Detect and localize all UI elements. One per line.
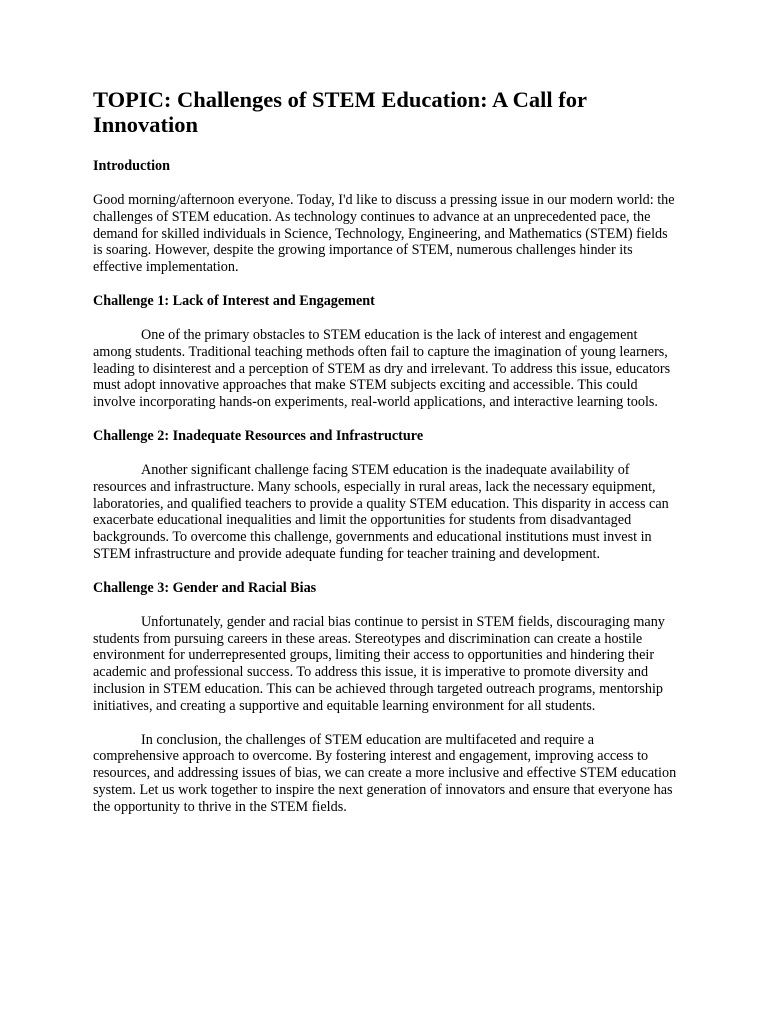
challenge-2-heading: Challenge 2: Inadequate Resources and Infrastructure: [93, 427, 424, 444]
challenge-3-paragraph: Unfortunately, gender and racial bias continue to persist in STEM fields, discouraging many students from pursuing careers in these areas. Stereotypes and discrimination can create a hostile environment for underrepresented groups, limiting their access to opportunities and hindering their academic and professional success. To address this issue, it is imperative to promote diversity and inclusion in STEM education. This can be achieved through targeted outreach programs, mentorship initiatives, and creating a supportive and equitable learning environment for all students.: [93, 613, 665, 714]
challenge-3-heading: Challenge 3: Gender and Racial Bias: [93, 579, 317, 596]
challenge-2-paragraph: Another significant challenge facing STEM education is the inadequate availability of resources and infrastructure. Many schools, especially in rural areas, lack the necessary equipment, laboratories, and qualified teachers to provide a quality STEM education. This disparity in access can exacerbate educational inequalities and limit the opportunities for students from disadvantaged backgrounds. To overcome this challenge, governments and educational institutions must invest in STEM infrastructure and provide adequate funding for teacher training and development.: [93, 461, 669, 562]
challenge-1-heading: Challenge 1: Lack of Interest and Engagement: [93, 292, 375, 309]
document-body: [93, 87, 678, 833]
introduction-paragraph: Good morning/afternoon everyone. Today, I'd like to discuss a pressing issue in our modern world: the challenges of STEM education. As technology continues to advance at an unprecedented pace, the demand for skilled individuals in Science, Technology, Engineering, and Mathematics (STEM) fields is soaring. However, despite the growing importance of STEM, numerous challenges hinder its effective implementation.: [93, 192, 675, 276]
challenge-1-paragraph: One of the primary obstacles to STEM education is the lack of interest and engagement among students. Traditional teaching methods often fail to capture the imagination of young learners, leading to disinterest and a perception of STEM as dry and irrelevant. To address this issue, educators must adopt innovative approaches that make STEM subjects exciting and accessible. This could involve incorporating hands-on experiments, real-world applications, and interactive learning tools.: [93, 326, 671, 411]
conclusion-paragraph: In conclusion, the challenges of STEM education are multifaceted and require a comprehensive approach to overcome. By fostering interest and engagement, improving access to resources, and addressing issues of bias, we can create a more inclusive and effective STEM education system. Let us work together to inspire the next generation of innovators and ensure that everyone has the opportunity to thrive in the STEM fields.: [93, 731, 677, 815]
document-title: TOPIC: Challenges of STEM Education: A Call for Innovation: [93, 87, 587, 137]
introduction-heading: Introduction: [93, 158, 170, 174]
